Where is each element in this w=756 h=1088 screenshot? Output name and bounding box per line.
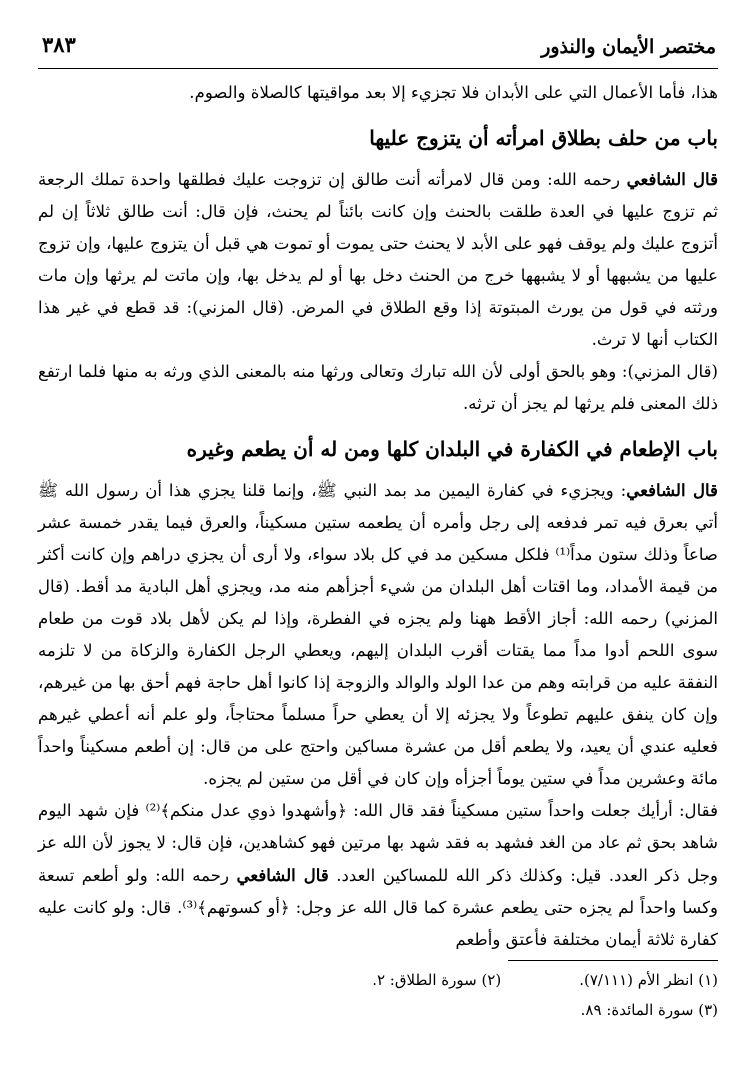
- running-header: [38, 28, 718, 69]
- footnote-2: (٢) سورة الطلاق: ٢.: [372, 971, 502, 989]
- section-heading-1: باب من حلف بطلاق امرأته أن يتزوج عليها: [369, 126, 718, 150]
- footnote-3: (٣) سورة المائدة: ٨٩.: [580, 1001, 718, 1019]
- paragraph: [38, 356, 718, 420]
- paragraph-text: : ويجزيء في كفارة اليمين مد بمد النبي ﷺ، وإنما قلنا يجزي هذا أن رسول الله ﷺ أتي بعرق فيه تمر فدفعه إلى رجل وأمره أن يطعمه ستين مسكيناً، والعرق فيما يقدر خمسة عشر صاعاً وذلك ستون مداً⁽¹⁾ فلكل مسكين مد في كل بلاد سواء، ولا أرى أن يجزي دراهم وإن كانت أكثر من قيمة الأمداد، وما اقتات أهل البلدان من شيء أجزأهم منه مد، ويجزي أهل البادية مد أقط. (قال المزني) رحمه الله: أجاز الأقط ههنا ولم يجزه في الفطرة، وإذا لم يكن لأهل بلاد قوت من طعام سوى اللحم أدوا مداً مما يقتات أقرب البلدان إليهم، ويعطي الرجل الكفارة والزكاة من لا تلزمه النفقة عليه من قرابته وهم من عدا الولد والوالد والزوجة إذا كانوا أهل حاجة فهم أحق بها من غيرهم، وإن كان ينفق عليهم تطوعاً ولا يجزئه إلا أن يعطي حراً مسلماً محتاجاً، ولو علم أنه أعطي غيرهم فعليه عندي أن يعيد، ولا يطعم أقل من عشرة مساكين واحتج على من قال: إن أطعم مسكيناً واحداً مائة وعشرين مداً في ستين يوماً أجزأه وإن كان في أقل من ستين لم يجزه.: [38, 481, 718, 788]
- footnote-row: [38, 965, 718, 995]
- paragraph: [38, 795, 718, 956]
- paragraph: [38, 163, 718, 356]
- paragraph: [38, 474, 718, 795]
- lead-paragraph: هذا، فأما الأعمال التي على الأبدان فلا تجزيء إلا بعد مواقيتها كالصلاة والصوم.: [189, 83, 718, 102]
- main-text: [38, 77, 718, 956]
- speaker-label: قال الشافعي: [236, 865, 329, 885]
- paragraph-text: رحمه الله: ومن قال لامرأته أنت طالق إن تزوجت عليك فطلقها واحدة تملك الرجعة ثم تزوج عليها في العدة طلقت بالحنث وإن كانت بائناً لم يحنث، فإن قال: أنت طالق ثلاثاً إن لم أتزوج عليك ولم يوقف فهو على الأبد لا يحنث حتى يموت أو تموت هي قبل أن يتزوج عليها، وإن تزوج عليها من يشبهها أو لا يشبهها خرج من الحنث دخل بها أو لم يدخل بها، وإن ماتت لم يرثها وإن مات ورثته في قول من يورث المبتوتة إذا وقع الطلاق في المرض. (قال المزني): قد قطع في غير هذا الكتاب أنها لا ترث.: [38, 170, 718, 349]
- paragraph-text: فقال: أرأيك جعلت واحداً ستين مسكيناً فقد قال الله: ﴿وأشهدوا ذوي عدل منكم﴾⁽²⁾ فإن شهد اليوم شاهد بحق ثم عاد من الغد فشهد به فقد شهد بها مرتين فهو كشاهدين، فإن قال: لا يجوز لأن الله عز وجل ذكر العدد. قيل: وكذلك ذكر الله للمساكين العدد.: [38, 801, 718, 885]
- chapter-title: مختصر الأيمان والنذور: [541, 36, 716, 58]
- paragraph-text: (قال المزني): وهو بالحق أولى لأن الله تبارك وتعالى ورثها منه بالمعنى الذي ورثه به منها فلما ارتفع ذلك المعنى فلم يرثها لم يجز أن ترثه.: [38, 362, 718, 413]
- footnote-1: (١) انظر الأم (٧/١١١).: [579, 971, 718, 989]
- page-number: ٣٨٣: [42, 32, 76, 57]
- footnote-divider: [508, 960, 718, 961]
- footnotes: [38, 960, 718, 1025]
- section-heading-2: باب الإطعام في الكفارة في البلدان كلها ومن له أن يطعم وغيره: [186, 437, 718, 461]
- speaker-label: قال الشافعي: [626, 480, 718, 500]
- speaker-label: قال الشافعي: [626, 169, 718, 189]
- paragraph-text: رحمه الله: ولو أطعم تسعة وكسا واحداً لم يجزه حتى يطعم عشرة كما قال الله عز وجل: ﴿أو كسوتهم﴾⁽³⁾. قال: ولو كانت عليه كفارة ثلاثة أيمان مختلفة فأعتق وأطعم: [38, 866, 718, 949]
